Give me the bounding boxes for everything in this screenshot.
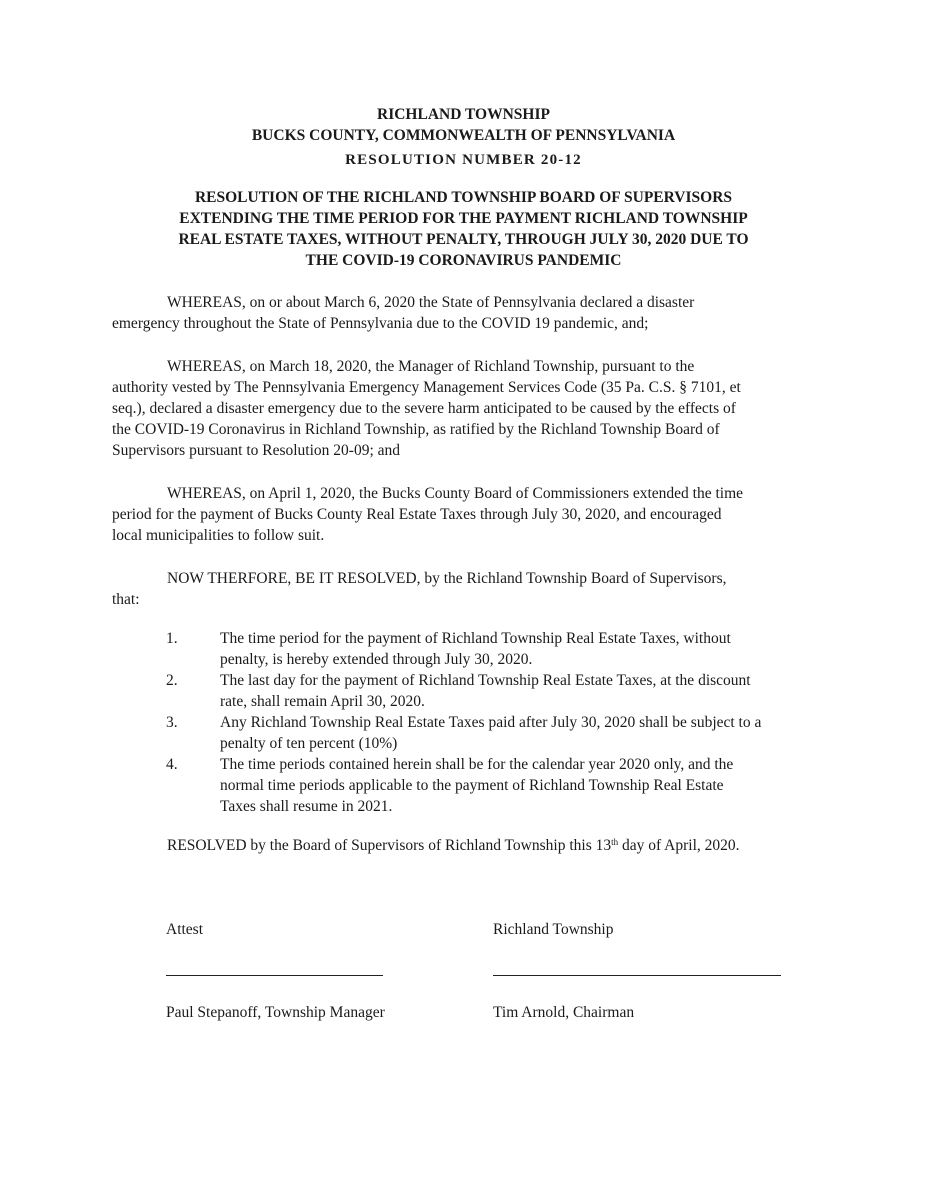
resolution-number: RESOLUTION NUMBER 20-12 [345,152,582,168]
item-number: 4. [166,756,178,773]
item-line: Taxes shall resume in 2021. [220,798,393,815]
item-number: 3. [166,714,178,731]
attest-signature-line [166,975,383,976]
whereas-paragraph-2 [112,356,812,461]
resolved-date: day of April, 2020. [618,837,740,854]
paragraph-line: emergency throughout the State of Pennsylvania due to the COVID 19 pandemic, and; [112,315,649,332]
item-number: 2. [166,672,178,689]
item-line: The last day for the payment of Richland Township Real Estate Taxes, at the discount [220,672,751,689]
title-line: EXTENDING THE TIME PERIOD FOR THE PAYMENT RICHLAND TOWNSHIP [179,210,748,227]
paragraph-line: authority vested by The Pennsylvania Emergency Management Services Code (35 Pa. C.S. § 7101, et [112,379,741,396]
paragraph-line: seq.), declared a disaster emergency due to the severe harm anticipated to be caused by the effects of [112,400,736,417]
resolved-text: RESOLVED by the Board of Supervisors of Richland Township this 13 [167,837,612,854]
paragraph-line: NOW THERFORE, BE IT RESOLVED, by the Richland Township Board of Supervisors, [167,570,727,587]
item-line: Any Richland Township Real Estate Taxes paid after July 30, 2020 shall be subject to a [220,714,762,731]
township-name: RICHLAND TOWNSHIP [377,106,550,123]
paragraph-line: period for the payment of Bucks County Real Estate Taxes through July 30, 2020, and encouraged [112,506,722,523]
paragraph-line: local municipalities to follow suit. [112,527,325,544]
item-number: 1. [166,630,178,647]
resolution-title [0,187,927,271]
township-label: Richland Township [493,921,614,938]
item-text [220,754,820,817]
paragraph-line: the COVID-19 Coronavirus in Richland Township, as ratified by the Richland Township Board of [112,421,720,438]
chairman-name: Tim Arnold, Chairman [493,1004,635,1021]
item-line: normal time periods applicable to the payment of Richland Township Real Estate [220,777,724,794]
chairman-signature-line [493,975,781,976]
title-line: RESOLUTION OF THE RICHLAND TOWNSHIP BOARD OF SUPERVISORS [194,189,733,206]
item-line: penalty, is hereby extended through July 30, 2020. [220,651,533,668]
resolved-paragraph [112,835,812,856]
paragraph-line: Supervisors pursuant to Resolution 20-09; and [112,442,401,459]
title-line: THE COVID-19 CORONAVIRUS PANDEMIC [305,252,622,269]
item-text [220,670,820,712]
paragraph-line: WHEREAS, on April 1, 2020, the Bucks County Board of Commissioners extended the time [167,485,744,502]
paragraph-line: WHEREAS, on or about March 6, 2020 the State of Pennsylvania declared a disaster [167,294,695,311]
paragraph-line [112,835,812,856]
paragraph-line: WHEREAS, on March 18, 2020, the Manager of Richland Township, pursuant to the [167,358,695,375]
manager-name: Paul Stepanoff, Township Manager [166,1004,385,1021]
document-header [0,104,927,146]
whereas-paragraph-3 [112,483,812,546]
item-line: The time period for the payment of Richland Township Real Estate Taxes, without [220,630,731,647]
county-name: BUCKS COUNTY, COMMONWEALTH OF PENNSYLVANIA [251,127,676,144]
item-line: penalty of ten percent (10%) [220,735,398,752]
now-therefore-paragraph [112,568,812,610]
paragraph-line: that: [112,591,140,608]
attest-label: Attest [166,921,204,938]
item-text [220,712,820,754]
item-text [220,628,820,670]
whereas-paragraph-1 [112,292,812,334]
title-line: REAL ESTATE TAXES, WITHOUT PENALTY, THROUGH JULY 30, 2020 DUE TO [178,231,749,248]
item-line: rate, shall remain April 30, 2020. [220,693,425,710]
ordinal-suffix: th [611,837,619,847]
item-line: The time periods contained herein shall be for the calendar year 2020 only, and the [220,756,734,773]
